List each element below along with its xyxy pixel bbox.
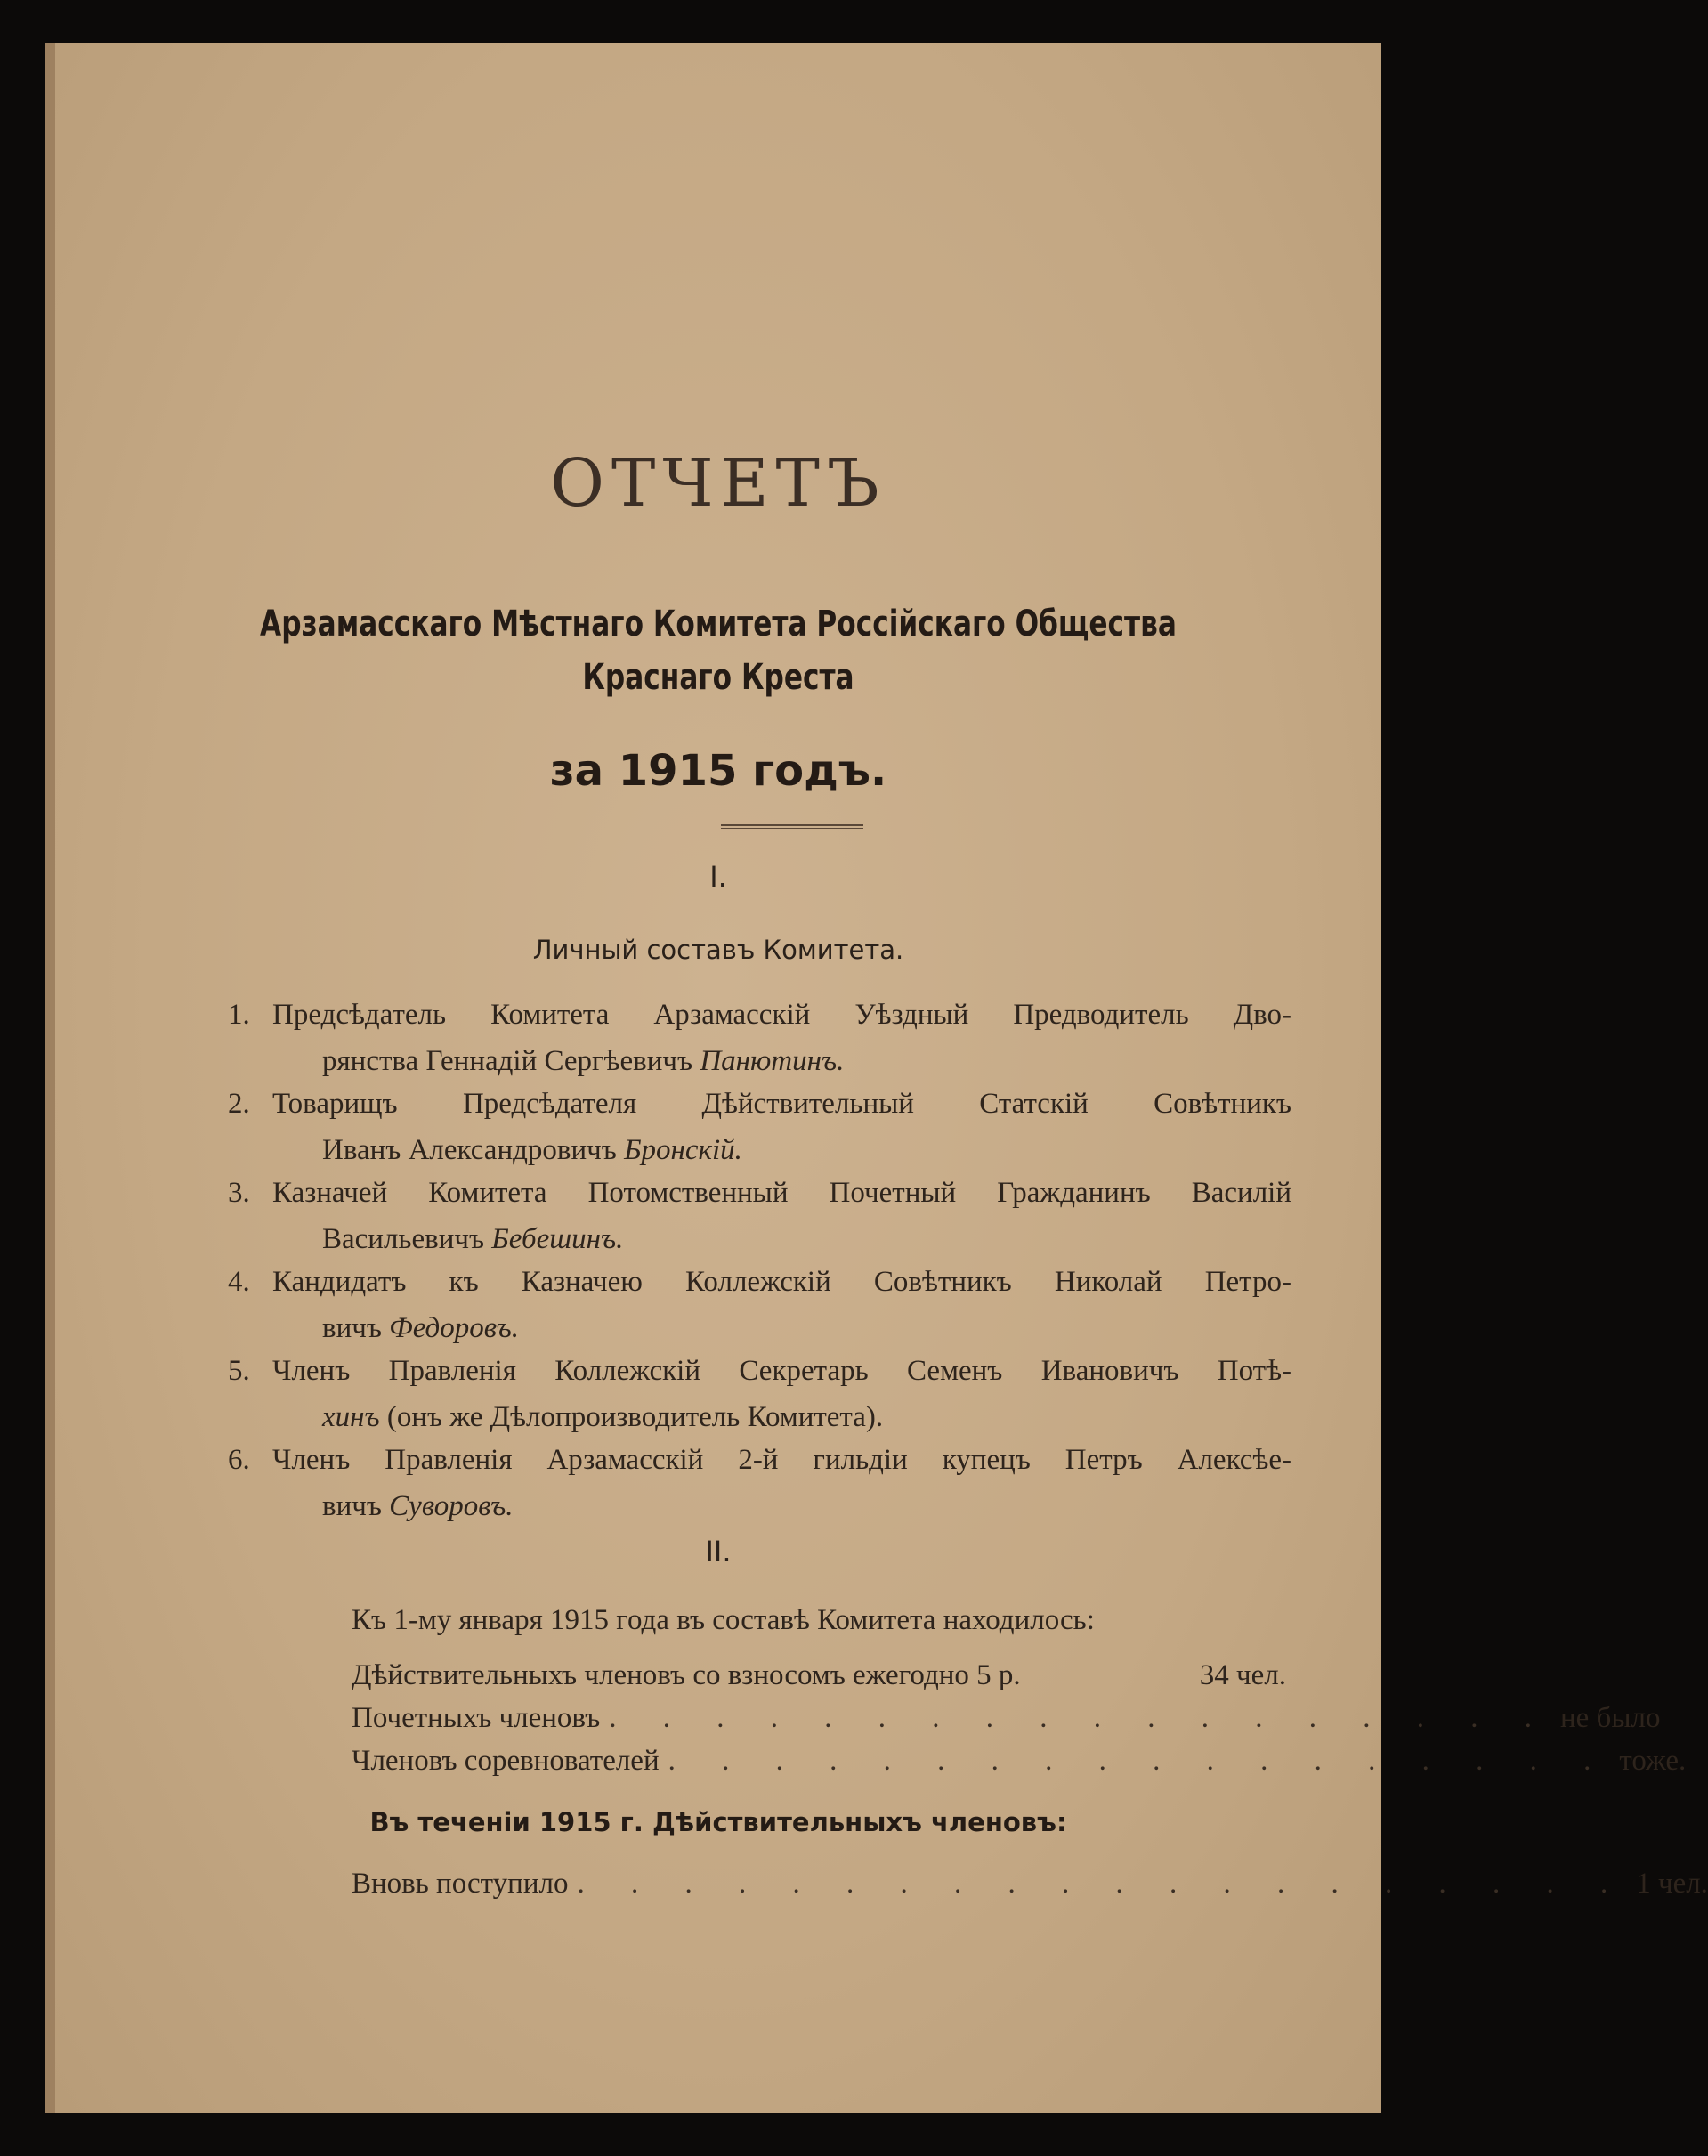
list-item bbox=[228, 1081, 1291, 1173]
stat-row bbox=[352, 1745, 1687, 1778]
leader-dots: . . . . . . . . . . . . . . . . . . bbox=[668, 1745, 1611, 1777]
item-line-1: Предсѣдатель Комитета Арзамасскій Уѣздный Предводитель Дво- bbox=[272, 999, 1291, 1031]
stat-label: Членовъ соревнователей bbox=[352, 1745, 660, 1777]
item-line-1: Членъ Правленія Арзамасскій 2-й гильдіи купецъ Петръ Алексѣе- bbox=[272, 1444, 1291, 1476]
stat-value: 34 чел. bbox=[1199, 1659, 1286, 1691]
stat-value: не было bbox=[1559, 1702, 1661, 1734]
section-1-numeral: I. bbox=[709, 860, 727, 894]
item-number: 4. bbox=[228, 1266, 250, 1298]
item-number: 3. bbox=[228, 1177, 250, 1209]
stat-value: 1 чел. bbox=[1636, 1868, 1708, 1900]
stat-label: Почетныхъ членовъ bbox=[352, 1702, 601, 1734]
section-2-subheading: Въ теченіи 1915 г. Дѣйствительныхъ членовъ: bbox=[369, 1807, 1067, 1837]
item-number: 5. bbox=[228, 1355, 250, 1387]
subtitle-line-2: Краснаго Креста bbox=[582, 657, 854, 698]
person-name: Суворовъ. bbox=[389, 1490, 514, 1522]
person-name: Панютинъ. bbox=[700, 1045, 845, 1077]
item-number: 6. bbox=[228, 1444, 250, 1476]
section-2-numeral: II. bbox=[705, 1535, 732, 1568]
title-divider bbox=[721, 824, 863, 829]
list-item bbox=[228, 1348, 1291, 1440]
list-item bbox=[228, 1259, 1291, 1351]
person-name: Федоровъ. bbox=[389, 1312, 519, 1344]
section-2-intro: Къ 1-му января 1915 года въ составѣ Комитета находилось: bbox=[352, 1604, 1095, 1636]
item-number: 1. bbox=[228, 999, 250, 1031]
person-name: хинъ bbox=[322, 1401, 380, 1433]
list-item bbox=[228, 1170, 1291, 1262]
subtitle-line-1: Арзамасскаго Мѣстнаго Комитета Россійскаго Общества bbox=[260, 604, 1177, 644]
item-line-2: вичъ Суворовъ. bbox=[322, 1490, 514, 1522]
person-name: Бронскій. bbox=[624, 1134, 742, 1166]
stat-label: Вновь поступило bbox=[352, 1868, 569, 1900]
person-name: Бебешинъ. bbox=[491, 1223, 624, 1255]
item-line-2: Иванъ Александровичъ Бронскій. bbox=[322, 1134, 742, 1166]
section-1-heading: Личный составъ Комитета. bbox=[532, 935, 904, 965]
stat-row bbox=[352, 1702, 1661, 1735]
stat-row bbox=[352, 1868, 1708, 1901]
stat-label: Дѣйствительныхъ членовъ со взносомъ ежегодно 5 р. bbox=[352, 1659, 1021, 1691]
stat-row bbox=[352, 1659, 1286, 1692]
list-item bbox=[228, 1437, 1291, 1529]
item-line-2: рянства Геннадій Сергѣевичъ Панютинъ. bbox=[322, 1045, 845, 1077]
item-line-1: Членъ Правленія Коллежскій Секретарь Семенъ Ивановичъ Потѣ- bbox=[272, 1355, 1291, 1387]
stat-value: тоже. bbox=[1619, 1745, 1687, 1777]
item-line-1: Кандидатъ къ Казначею Коллежскій Совѣтникъ Николай Петро- bbox=[272, 1266, 1291, 1298]
item-line-1: Товарищъ Предсѣдателя Дѣйствительный Статскій Совѣтникъ bbox=[272, 1088, 1291, 1120]
item-line-2: хинъ (онъ же Дѣлопроизводитель Комитета). bbox=[322, 1401, 884, 1433]
item-line-1: Казначей Комитета Потомственный Почетный Гражданинъ Василій bbox=[272, 1177, 1291, 1209]
document-page bbox=[45, 43, 1708, 2113]
year-line: за 1915 годъ. bbox=[549, 746, 887, 796]
list-item bbox=[228, 992, 1291, 1084]
leader-dots: . . . . . . . . . . . . . . . . . . . . bbox=[577, 1868, 1628, 1900]
item-line-2: Васильевичъ Бебешинъ. bbox=[322, 1223, 624, 1255]
leader-dots: . . . . . . . . . . . . . . . . . . bbox=[609, 1702, 1551, 1734]
item-line-2: вичъ Федоровъ. bbox=[322, 1312, 519, 1344]
item-number: 2. bbox=[228, 1088, 250, 1120]
document-title: ОТЧЕТЪ bbox=[550, 445, 886, 522]
